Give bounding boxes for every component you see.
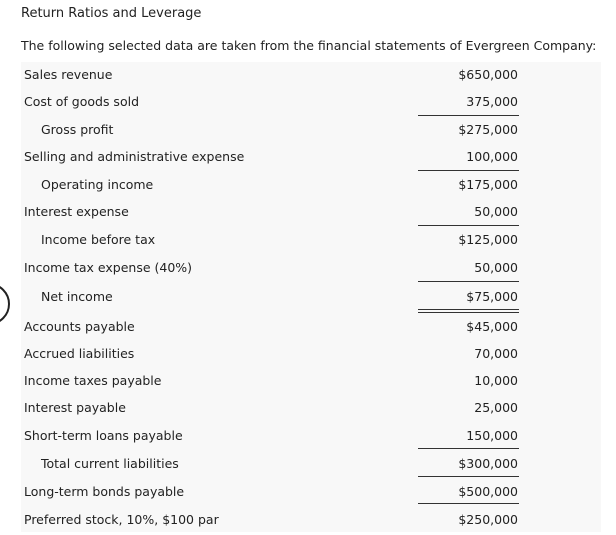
- row-label: Net income: [41, 289, 113, 304]
- row-value: $250,000: [458, 512, 518, 527]
- intro-text: The following selected data are taken from the financial statements of Evergreen Company:: [21, 38, 597, 53]
- subtotal-rule: [418, 448, 519, 449]
- table-row: [21, 314, 601, 340]
- row-value: $650,000: [458, 67, 518, 82]
- table-row: [21, 423, 601, 449]
- subtotal-rule: [418, 476, 519, 477]
- subtotal-rule: [418, 115, 519, 116]
- row-value: $45,000: [466, 319, 518, 334]
- subtotal-rule: [418, 281, 519, 282]
- table-row: [21, 479, 601, 505]
- table-row: [21, 117, 601, 143]
- row-value: 25,000: [474, 400, 518, 415]
- table-row: [21, 507, 601, 533]
- row-value: $275,000: [458, 122, 518, 137]
- row-label: Sales revenue: [24, 67, 113, 82]
- row-label: Income taxes payable: [24, 373, 162, 388]
- row-value: $500,000: [458, 484, 518, 499]
- row-value: 50,000: [474, 260, 518, 275]
- table-row: [21, 172, 601, 198]
- table-row: [21, 144, 601, 170]
- row-label: Selling and administrative expense: [24, 149, 245, 164]
- row-label: Accounts payable: [24, 319, 135, 334]
- row-value: 70,000: [474, 346, 518, 361]
- row-value: $300,000: [458, 456, 518, 471]
- financial-data-table: [21, 62, 601, 532]
- row-value: $175,000: [458, 177, 518, 192]
- row-value: $75,000: [466, 289, 518, 304]
- table-row: [21, 284, 601, 310]
- row-value: 10,000: [474, 373, 518, 388]
- table-row: [21, 62, 601, 88]
- radio-button[interactable]: [0, 283, 10, 325]
- row-label: Long-term bonds payable: [24, 484, 185, 499]
- row-value: 100,000: [466, 149, 518, 164]
- row-value: 50,000: [474, 204, 518, 219]
- row-label: Total current liabilities: [41, 456, 179, 471]
- row-value: 150,000: [466, 428, 518, 443]
- table-row: [21, 227, 601, 253]
- row-label: Short-term loans payable: [24, 428, 183, 443]
- subtotal-rule: [418, 225, 519, 226]
- table-row: [21, 341, 601, 367]
- row-label: Preferred stock, 10%, $100 par: [24, 512, 219, 527]
- table-row: [21, 89, 601, 115]
- row-label: Gross profit: [41, 122, 114, 137]
- row-label: Interest payable: [24, 400, 126, 415]
- table-row: [21, 395, 601, 421]
- row-label: Income before tax: [41, 232, 156, 247]
- subtotal-rule: [418, 503, 519, 504]
- row-value: $125,000: [458, 232, 518, 247]
- subtotal-rule: [418, 170, 519, 171]
- row-label: Cost of goods sold: [24, 94, 140, 109]
- table-row: [21, 368, 601, 394]
- row-value: 375,000: [466, 94, 518, 109]
- table-row: [21, 451, 601, 477]
- total-double-rule: [418, 309, 519, 313]
- section-heading: Return Ratios and Leverage: [21, 6, 202, 21]
- table-row: [21, 199, 601, 225]
- row-label: Income tax expense (40%): [24, 260, 193, 275]
- row-label: Accrued liabilities: [24, 346, 135, 361]
- row-label: Operating income: [41, 177, 154, 192]
- table-row: [21, 255, 601, 281]
- row-label: Interest expense: [24, 204, 129, 219]
